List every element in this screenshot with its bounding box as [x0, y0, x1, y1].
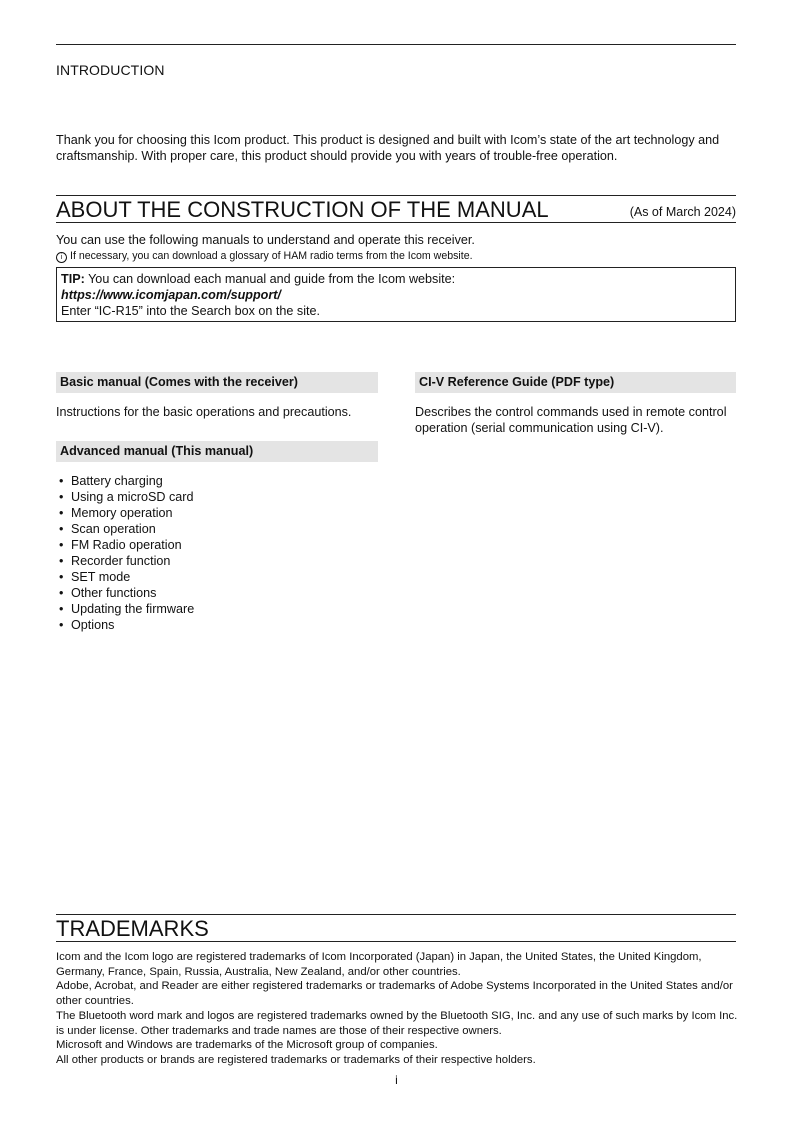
bullet: •	[59, 506, 64, 520]
civ-guide-header: CI-V Reference Guide (PDF type)	[415, 372, 736, 393]
construction-intro: You can use the following manuals to understand and operate this receiver.	[56, 233, 475, 247]
trademark-paragraph: Icom and the Icom logo are registered trademarks of Icom Incorporated (Japan) in Japan, the United States, the United Kingdom, Germany, France, Spain, Russia, Australia, New Zealand, and/or other countries.	[56, 951, 702, 978]
list-item: • Options	[56, 617, 194, 633]
tip-url-link[interactable]: https://www.icomjapan.com/support/	[61, 288, 281, 302]
list-item: • FM Radio operation	[56, 537, 194, 553]
tip-box	[56, 267, 736, 322]
intro-paragraph: Thank you for choosing this Icom product. This product is designed and built with Icom’s state of the art technology and craftsmanship. With proper care, this product should provide you with years of trouble-free operation.	[56, 133, 720, 163]
page-number: i	[395, 1073, 398, 1087]
construction-note-text: If necessary, you can download a glossary of HAM radio terms from the Icom website.	[70, 250, 473, 262]
tip-text: You can download each manual and guide from the Icom website:	[84, 272, 456, 286]
basic-manual-description: Instructions for the basic operations and precautions.	[56, 405, 352, 419]
bullet: •	[59, 602, 64, 616]
bullet: •	[59, 570, 64, 584]
tip-label: TIP:	[61, 272, 85, 286]
top-rule	[56, 44, 736, 45]
basic-manual-header: Basic manual (Comes with the receiver)	[56, 372, 378, 393]
list-item: • Scan operation	[56, 521, 194, 537]
trademarks-text	[56, 950, 740, 1068]
bullet: •	[59, 538, 64, 552]
advanced-manual-list	[56, 473, 194, 633]
trademarks-title: TRADEMARKS	[56, 916, 209, 941]
list-item: • SET mode	[56, 569, 194, 585]
bullet: •	[59, 586, 64, 600]
bullet: •	[59, 554, 64, 568]
advanced-manual-header: Advanced manual (This manual)	[56, 441, 378, 462]
construction-date: (As of March 2024)	[629, 205, 736, 219]
list-item: • Updating the firmware	[56, 601, 194, 617]
construction-section-header	[56, 195, 736, 223]
bullet: •	[59, 490, 64, 504]
list-item: • Memory operation	[56, 505, 194, 521]
trademark-paragraph: Microsoft and Windows are trademarks of the Microsoft group of companies.	[56, 1039, 438, 1052]
tip-instruction: Enter “IC-R15” into the Search box on the site.	[61, 304, 321, 318]
trademarks-section-header	[56, 914, 736, 942]
trademark-paragraph: All other products or brands are registered trademarks or trademarks of their respective holders.	[56, 1053, 536, 1066]
trademark-paragraph: The Bluetooth word mark and logos are registered trademarks owned by the Bluetooth SIG, Inc. and any use of such marks by Icom Inc. is under license. Other trademarks and trade names are those of their respective owners.	[56, 1009, 738, 1037]
civ-guide-description: Describes the control commands used in remote control operation (serial communication using CI-V).	[415, 405, 727, 435]
list-item: • Other functions	[56, 585, 194, 601]
construction-note	[56, 249, 473, 263]
trademark-paragraph: Adobe, Acrobat, and Reader are either registered trademarks or trademarks of Adobe Systems Incorporated in the United States and/or other countries.	[56, 980, 733, 1008]
list-item: • Using a microSD card	[56, 489, 194, 505]
list-item: • Recorder function	[56, 553, 194, 569]
construction-title: ABOUT THE CONSTRUCTION OF THE MANUAL	[56, 197, 549, 222]
bullet: •	[59, 474, 64, 488]
list-item: • Battery charging	[56, 473, 194, 489]
info-circle-icon: i	[56, 252, 67, 263]
tip-line-1	[61, 271, 455, 287]
bullet: •	[59, 522, 64, 536]
intro-heading: INTRODUCTION	[56, 62, 165, 78]
bullet: •	[59, 618, 64, 632]
